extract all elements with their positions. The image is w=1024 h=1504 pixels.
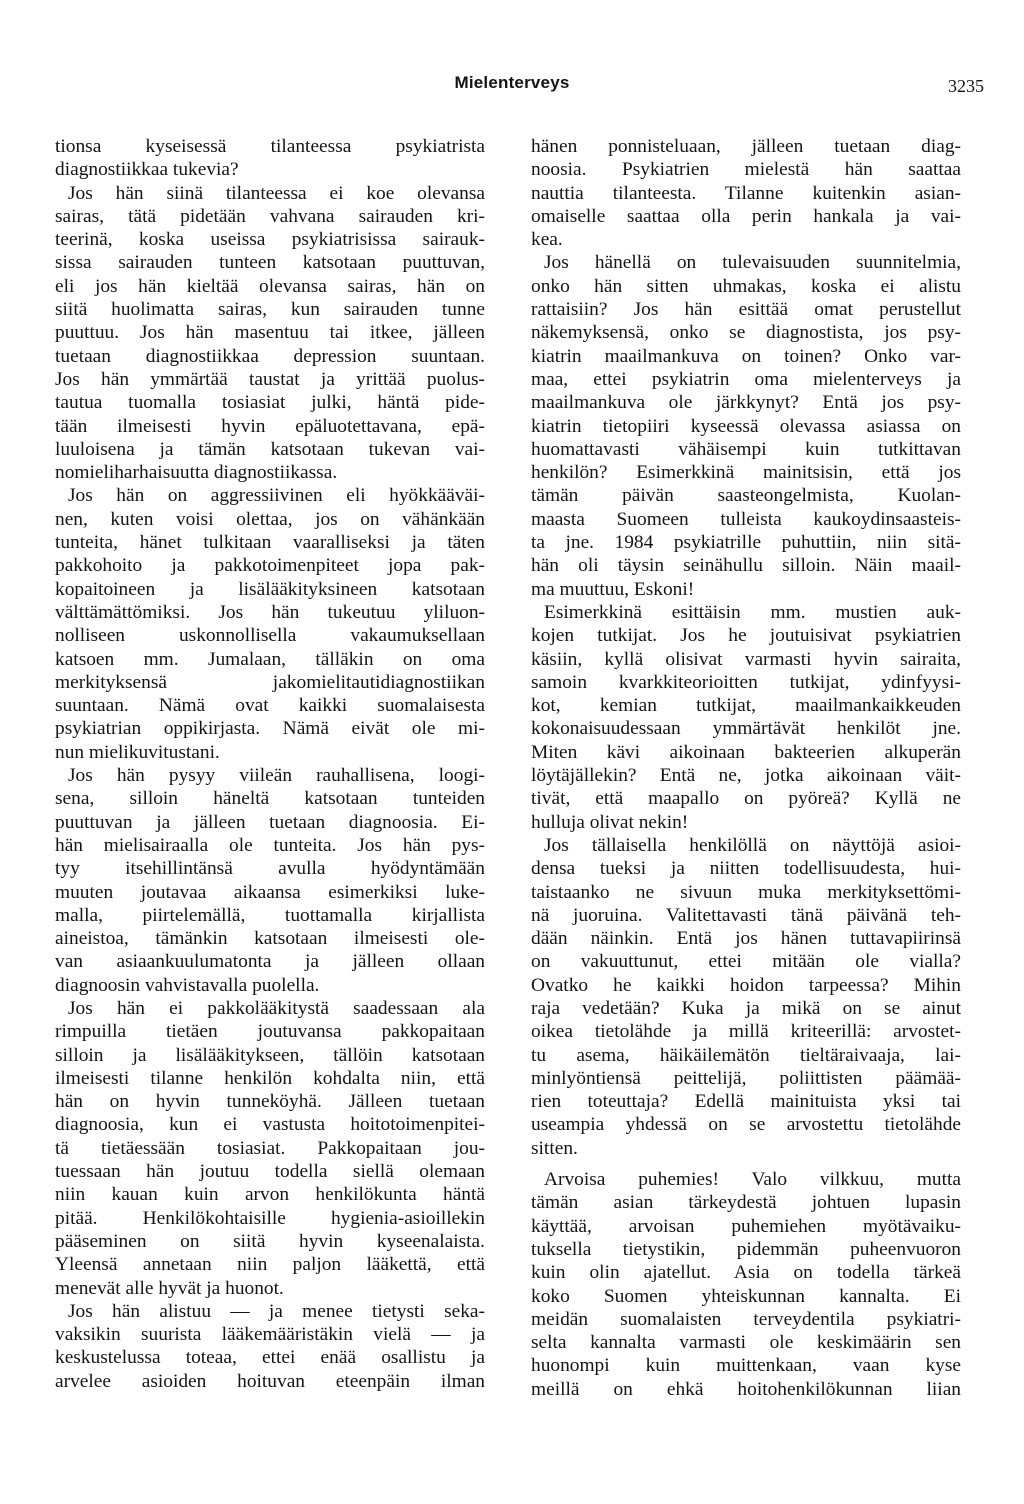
text-line: silloin ja lisälääkitykseen, tällöin katsotaan	[55, 1044, 485, 1066]
text-line: käsiin, kyllä olisivat varmasti hyvin sairaita,	[531, 648, 961, 670]
text-line: onko hän sitten uhmakas, koska ei alistu	[531, 275, 961, 297]
text-line: diagnostiikkaa tukevia?	[55, 159, 239, 181]
text-line: tään ilmeisesti hyvin epäluotettavana, epä-	[55, 415, 485, 437]
text-line: meillä on ehkä hoitohenkilökunnan liian	[531, 1378, 961, 1400]
text-line: rien toteuttaja? Edellä mainituista yksi tai	[531, 1091, 961, 1113]
text-line: aineistoa, tämänkin katsotaan ilmeisesti ole-	[55, 928, 485, 950]
text-line: sitten.	[531, 1137, 578, 1159]
text-line: kot, kemian tutkijat, maailmankaikkeuden	[531, 695, 961, 717]
paragraph-gap	[531, 1160, 961, 1168]
text-line: sissa sairauden tunteen katsotaan puuttuvan,	[55, 252, 485, 274]
text-line: nä juoruina. Valitettavasti tänä päivänä teh-	[531, 904, 961, 926]
text-line: nolliseen uskonnollisella vakaumuksellaan	[55, 625, 485, 647]
text-line: hulluja olivat nekin!	[531, 811, 689, 833]
text-line: raja vedetään? Kuka ja mikä on se ainut	[531, 997, 961, 1019]
text-line: maasta Suomeen tulleista kaukoydinsaasteis-	[531, 508, 961, 530]
text-line: tä tietäessään tosiasiat. Pakkopaitaan jou-	[55, 1137, 485, 1159]
text-line: siitä huolimatta sairas, kun sairauden tunne	[55, 299, 485, 321]
text-line: oikea tietolähde ja millä kriteerillä: arvostet-	[531, 1021, 961, 1043]
text-line: kiatrin tietopiiri kyseessä olevassa asiassa on	[531, 415, 961, 437]
text-line: hänen ponnisteluaan, jälleen tuetaan diag-	[531, 136, 961, 157]
text-line: katsoen mm. Jumalaan, tälläkin on oma	[55, 648, 485, 670]
text-line: tuetaan diagnostiikkaa depression suuntaan.	[55, 345, 485, 367]
text-line: densa tueksi ja niitten todellisuudesta, hui-	[531, 858, 961, 880]
text-line: merkityksensä jakomielitautidiagnostiikan	[55, 671, 485, 693]
text-line: nen, kuten voisi olettaa, jos on vähänkään	[55, 508, 485, 530]
text-line: nun mielikuvitustani.	[55, 741, 220, 763]
text-line: ma muuttuu, Eskoni!	[531, 578, 695, 600]
text-line: van asiaankuulumatonta ja jälleen ollaan	[55, 951, 485, 973]
text-line: nauttia tilanteesta. Tilanne kuitenkin asian-	[531, 182, 961, 204]
text-line: luuloisena ja tämän katsotaan tukevan vai-	[55, 438, 485, 460]
text-line: pääseminen on siitä hyvin kyseenalaista.	[55, 1230, 485, 1252]
text-line: hän on hyvin tunneköyhä. Jälleen tuetaan	[55, 1091, 485, 1113]
text-line: huonompi kuin muittenkaan, vaan kyse	[531, 1355, 961, 1377]
text-line: diagnoosin vahvistavalla puolella.	[55, 974, 320, 996]
right-column	[531, 135, 961, 1401]
text-line: ta jne. 1984 psykiatrille puhuttiin, niin sitä-	[531, 532, 961, 554]
text-line: tämän asian tärkeydestä johtuen lupasin	[531, 1192, 961, 1214]
text-line: Jos hän siinä tilanteessa ei koe olevansa	[68, 182, 485, 204]
text-line: tämän päivän saasteongelmista, Kuolan-	[531, 485, 961, 507]
text-line: meidän suomalaisten terveydentila psykiatri-	[531, 1308, 961, 1330]
text-line: tautua tuomalla tosiasiat julki, häntä pide-	[55, 392, 485, 414]
text-line: ilmeisesti tilanne henkilön kohdalta niin, että	[55, 1067, 485, 1089]
text-line: henkilön? Esimerkkinä mainitsisin, että jos	[531, 462, 961, 484]
text-line: Miten kävi aikoinaan bakteerien alkuperän	[531, 741, 961, 763]
text-line: puuttuvan ja jälleen tuetaan diagnoosia. Ei-	[55, 811, 485, 833]
text-line: omaiselle saattaa olla perin hankala ja vai-	[531, 205, 961, 227]
text-line: Jos hänellä on tulevaisuuden suunnitelmia,	[544, 252, 961, 274]
text-line: keskustelussa toteaa, ettei enää osallistu ja	[55, 1347, 485, 1369]
text-line: sena, silloin häneltä katsotaan tunteiden	[55, 788, 485, 810]
text-line: dään näinkin. Entä jos hänen tuttavapiirinsä	[531, 928, 961, 950]
text-line: Jos hän alistuu — ja menee tietysti seka-	[68, 1300, 485, 1322]
text-line: tuksella tietystikin, pidemmän puheenvuoron	[531, 1238, 961, 1260]
text-line: vaksikin suurista lääkemääristäkin vielä — ja	[55, 1324, 485, 1346]
text-line: koko Suomen yhteiskunnan kannalta. Ei	[531, 1285, 961, 1307]
text-line: noosia. Psykiatrien mielestä hän saattaa	[531, 159, 961, 181]
text-line: eli jos hän kieltää olevansa sairas, hän on	[55, 275, 485, 297]
text-line: Jos hän pysyy viileän rauhallisena, loogi-	[68, 765, 485, 787]
text-line: rimpuilla tietäen joutuvansa pakkopaitaan	[55, 1021, 485, 1043]
text-line: puuttuu. Jos hän masentuu tai itkee, jälleen	[55, 322, 485, 344]
text-line: nomieliharhaisuutta diagnostiikassa.	[55, 462, 338, 484]
text-line: kojen tutkijat. Jos he joutuisivat psykiatrien	[531, 625, 961, 647]
text-line: löytäjällekin? Entä ne, jotka aikoinaan väit-	[531, 765, 961, 787]
text-line: muuten joutavaa aikaansa esimerkiksi luke-	[55, 881, 485, 903]
text-line: pakkohoito ja pakkotoimenpiteet jopa pak-	[55, 555, 485, 577]
text-line: Jos hän ei pakkolääkitystä saadessaan ala	[68, 997, 485, 1019]
text-line: samoin kvarkkiteorioitten tutkijat, ydinfyysi-	[531, 671, 961, 693]
text-line: käyttää, arvoisan puhemiehen myötävaiku-	[531, 1215, 961, 1237]
text-line: maa, ettei psykiatrin oma mielenterveys ja	[531, 368, 961, 390]
text-line: malla, piirtelemällä, tuottamalla kirjallista	[55, 904, 485, 926]
text-line: tivät, että maapallo on pyöreä? Kyllä ne	[531, 788, 961, 810]
text-line: Ovatko he kaikki hoidon tarpeessa? Mihin	[531, 974, 961, 996]
text-line: kuin olin ajatellut. Asia on todella tärkeä	[531, 1262, 961, 1284]
text-line: hän oli täysin seinähullu silloin. Näin maail-	[531, 555, 961, 577]
text-line: Jos tällaisella henkilöllä on näyttöjä asioi-	[544, 834, 961, 856]
text-line: tunteita, hänet tulkitaan vaaralliseksi ja täten	[55, 532, 485, 554]
running-header-title: Mielenterveys	[454, 73, 570, 92]
text-line: minlyöntiensä peittelijä, poliittisten päämää-	[531, 1067, 961, 1089]
text-line: suuntaan. Nämä ovat kaikki suomalaisesta	[55, 695, 485, 717]
text-line: rattaisiin? Jos hän esittää omat perustellut	[531, 299, 961, 321]
page-number: 3235	[948, 76, 984, 96]
left-column	[55, 135, 485, 1393]
text-line: pitää. Henkilökohtaisille hygienia-asioillekin	[55, 1207, 485, 1229]
text-line: diagnoosia, kun ei vastusta hoitotoimenpitei-	[55, 1114, 485, 1136]
text-line: teerinä, koska useissa psykiatrisissa sairauk-	[55, 229, 485, 251]
text-line: Jos hän on aggressiivinen eli hyökkääväi-	[68, 485, 485, 507]
text-line: sairas, tätä pidetään vahvana sairauden kri-	[55, 205, 485, 227]
text-line: välttämättömiksi. Jos hän tukeutuu yliluon-	[55, 601, 485, 623]
text-line: Jos hän ymmärtää taustat ja yrittää puolus-	[55, 368, 485, 390]
text-line: kiatrin maailmankuva on toinen? Onko var-	[531, 345, 961, 367]
text-line: kea.	[531, 229, 563, 251]
text-line: huomattavasti vähäisempi kuin tutkittavan	[531, 438, 961, 460]
text-line: on vakuuttunut, ettei mitään ole vialla?	[531, 951, 961, 973]
text-line: Esimerkkinä esittäisin mm. mustien auk-	[544, 601, 961, 623]
text-line: tuessaan hän joutuu todella siellä olemaan	[55, 1161, 485, 1183]
text-line: kopaitoineen ja lisälääkityksineen katsotaan	[55, 578, 485, 600]
text-line: Arvoisa puhemies! Valo vilkkuu, mutta	[544, 1169, 961, 1191]
text-line: maailmankuva ole järkkynyt? Entä jos psy-	[531, 392, 961, 414]
text-line: tionsa kyseisessä tilanteessa psykiatrista	[55, 136, 485, 157]
text-line: selta kannalta varmasti ole keskimäärin sen	[531, 1332, 961, 1354]
text-line: menevät alle hyvät ja huonot.	[55, 1277, 284, 1299]
text-line: tyy itsehillintänsä avulla hyödyntämään	[55, 858, 485, 880]
text-line: näkemyksensä, onko se diagnostista, jos psy-	[531, 322, 961, 344]
text-line: Yleensä annetaan niin paljon lääkettä, että	[55, 1254, 485, 1276]
text-line: arvelee asioiden hoituvan eteenpäin ilman	[55, 1370, 485, 1392]
text-line: useampia yhdessä on se arvostettu tietolähde	[531, 1114, 961, 1136]
text-line: taistaanko ne sivuun muka merkityksettömi-	[531, 881, 961, 903]
text-line: tu asema, häikäilemätön tieltäraivaaja, lai-	[531, 1044, 961, 1066]
text-line: psykiatrian oppikirjasta. Nämä eivät ole mi-	[55, 718, 485, 740]
text-line: niin kauan kuin arvon henkilökunta häntä	[55, 1184, 485, 1206]
text-line: kokonaisuudessaan ymmärtävät henkilöt jne.	[531, 718, 961, 740]
text-line: hän mielisairaalla ole tunteita. Jos hän pys-	[55, 834, 485, 856]
